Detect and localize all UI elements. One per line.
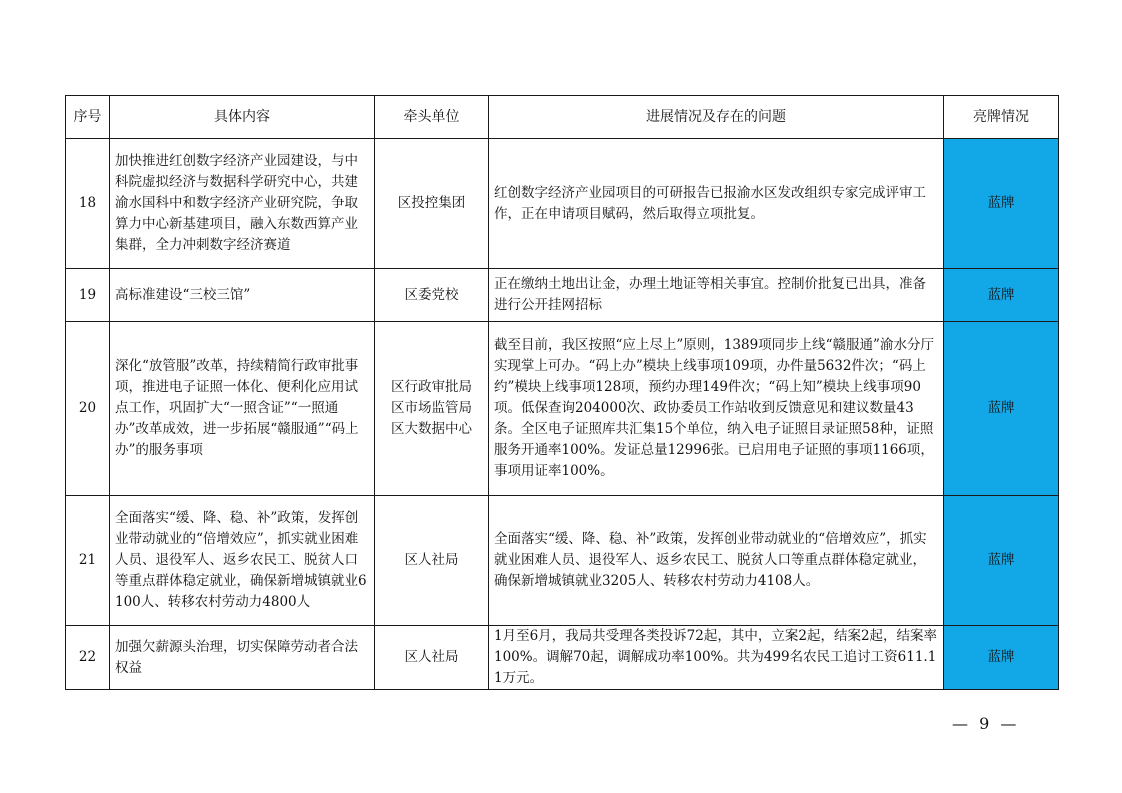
header-progress: 进展情况及存在的问题	[489, 96, 944, 139]
row-seq: 19	[66, 269, 110, 322]
table-row	[66, 139, 1059, 269]
row-dept: 区投控集团	[375, 139, 489, 269]
row-progress: 全面落实“缓、降、稳、补”政策，发挥创业带动就业的“倍增效应”，抓实就业困难人员、退役军人、返乡农民工、脱贫人口等重点群体稳定就业，确保新增城镇就业3205人、转移农村劳动力4108人。	[489, 496, 944, 626]
row-rating-badge: 蓝牌	[944, 496, 1059, 626]
table-row	[66, 626, 1059, 690]
row-dept: 区人社局	[375, 496, 489, 626]
row-content: 加强欠薪源头治理，切实保障劳动者合法权益	[110, 626, 375, 690]
row-dept: 区人社局	[375, 626, 489, 690]
row-progress: 正在缴纳土地出让金，办理土地证等相关事宜。控制价批复已出具，准备进行公开挂网招标	[489, 269, 944, 322]
header-rating: 亮牌情况	[944, 96, 1059, 139]
row-seq: 18	[66, 139, 110, 269]
table-row	[66, 322, 1059, 496]
row-progress: 红创数字经济产业园项目的可研报告已报渝水区发改组织专家完成评审工作，正在申请项目赋码，然后取得立项批复。	[489, 139, 944, 269]
row-rating-badge: 蓝牌	[944, 322, 1059, 496]
row-dept: 区委党校	[375, 269, 489, 322]
row-content: 加快推进红创数字经济产业园建设，与中科院虚拟经济与数据科学研究中心，共建渝水国科中和数字经济产业研究院，争取算力中心新基建项目，融入东数西算产业集群，全力冲刺数字经济赛道	[110, 139, 375, 269]
header-dept: 牵头单位	[375, 96, 489, 139]
row-rating-badge: 蓝牌	[944, 626, 1059, 690]
row-seq: 21	[66, 496, 110, 626]
table-row	[66, 269, 1059, 322]
row-dept: 区行政审批局 区市场监管局 区大数据中心	[375, 322, 489, 496]
row-content: 全面落实“缓、降、稳、补”政策，发挥创业带动就业的“倍增效应”，抓实就业困难人员、退役军人、返乡农民工、脱贫人口等重点群体稳定就业，确保新增城镇就业6100人、转移农村劳动力4800人	[110, 496, 375, 626]
row-content: 深化“放管服”改革，持续精简行政审批事项，推进电子证照一体化、便利化应用试点工作，巩固扩大“一照含证”“一照通办”改革成效，进一步拓展“赣服通”“码上办”的服务事项	[110, 322, 375, 496]
row-progress: 截至目前，我区按照“应上尽上”原则，1389项同步上线“赣服通”渝水分厅实现掌上可办。“码上办”模块上线事项109项，办件量5632件次；“码上约”模块上线事项128项，预约办理149件次；“码上知”模块上线事项90项。低保查询204000次、政协委员工作站收到反馈意见和建议数量43条。全区电子证照库共汇集15个单位，纳入电子证照目录证照58种，证照服务开通率100%。发证总量12996张。已启用电子证照的事项1166项，事项用证率100%。	[489, 322, 944, 496]
page-number: — 9 —	[952, 714, 1020, 733]
table-header-row	[66, 96, 1059, 139]
row-rating-badge: 蓝牌	[944, 139, 1059, 269]
row-rating-badge: 蓝牌	[944, 269, 1059, 322]
row-seq: 20	[66, 322, 110, 496]
progress-table	[65, 95, 1059, 690]
row-content: 高标准建设“三校三馆”	[110, 269, 375, 322]
row-seq: 22	[66, 626, 110, 690]
row-progress: 1月至6月，我局共受理各类投诉72起，其中，立案2起，结案2起，结案率100%。调解70起，调解成功率100%。共为499名农民工追讨工资611.11万元。	[489, 626, 944, 690]
header-seq: 序号	[66, 96, 110, 139]
header-content: 具体内容	[110, 96, 375, 139]
table-row	[66, 496, 1059, 626]
